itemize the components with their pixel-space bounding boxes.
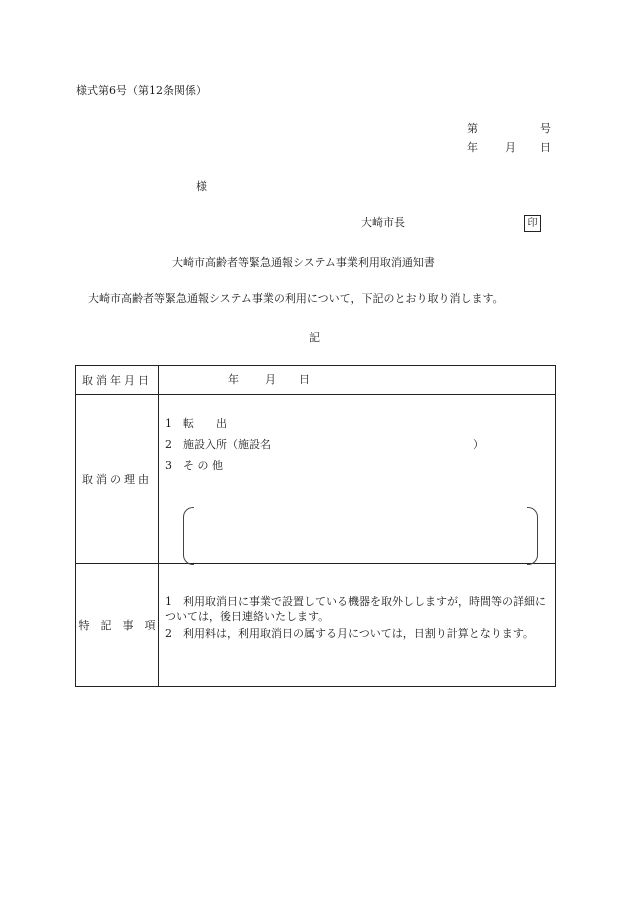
- row-cancel-reason: [76, 395, 556, 564]
- doc-number-prefix: 第: [467, 122, 478, 135]
- row-cancel-date: [76, 366, 556, 395]
- ki-heading: 記: [309, 331, 320, 344]
- cancel-date-label: 取消年月日: [82, 374, 152, 387]
- date-year: 年: [467, 141, 478, 154]
- reason-item-relocation: 1 転 出: [165, 417, 227, 430]
- cancel-date-day: 日: [299, 373, 310, 386]
- cancel-reason-value-cell: [159, 395, 556, 564]
- issuer-name: 大崎市長: [361, 216, 405, 229]
- cancel-date-value-cell: [159, 366, 556, 395]
- special-notes-label-cell: [76, 564, 159, 687]
- cancel-date-label-cell: [76, 366, 159, 395]
- special-note-1: 1 利用取消日に事業で設置している機器を取外ししますが，時間等の詳細については，後日連絡いたします。: [165, 595, 546, 623]
- addressee-suffix: 様: [196, 180, 207, 193]
- cancel-reason-label: 取消の理由: [82, 473, 152, 486]
- cancel-reason-label-cell: [76, 395, 159, 564]
- special-note-2: 2 利用料は，利用取消日の属する月については，日割り計算となります。: [165, 627, 534, 640]
- special-notes-label: 特 記 事 項: [78, 619, 156, 632]
- body-text: 大崎市高齢者等緊急通報システム事業の利用について，下記のとおり取り消します。: [88, 292, 504, 305]
- date-month: 月: [505, 141, 516, 154]
- document-title: 大崎市高齢者等緊急通報システム事業利用取消通知書: [172, 256, 435, 269]
- doc-number-suffix: 号: [540, 122, 551, 135]
- cancel-date-year: 年: [228, 373, 239, 386]
- seal-mark: 印: [524, 215, 541, 232]
- other-reason-left-bracket: [183, 507, 194, 565]
- cancellation-table: [75, 365, 556, 687]
- other-reason-right-bracket: [527, 507, 538, 565]
- row-special-notes: [76, 564, 556, 687]
- reason-item-other: 3 そ の 他: [165, 459, 223, 472]
- reason-item-facility-close: ）: [473, 438, 484, 451]
- date-day: 日: [540, 141, 551, 154]
- form-number: 様式第6号（第12条関係）: [76, 84, 207, 97]
- cancel-date-month: 月: [265, 373, 276, 386]
- special-notes-value-cell: [159, 564, 556, 687]
- reason-item-facility: 2 施設入所（施設名: [165, 438, 271, 451]
